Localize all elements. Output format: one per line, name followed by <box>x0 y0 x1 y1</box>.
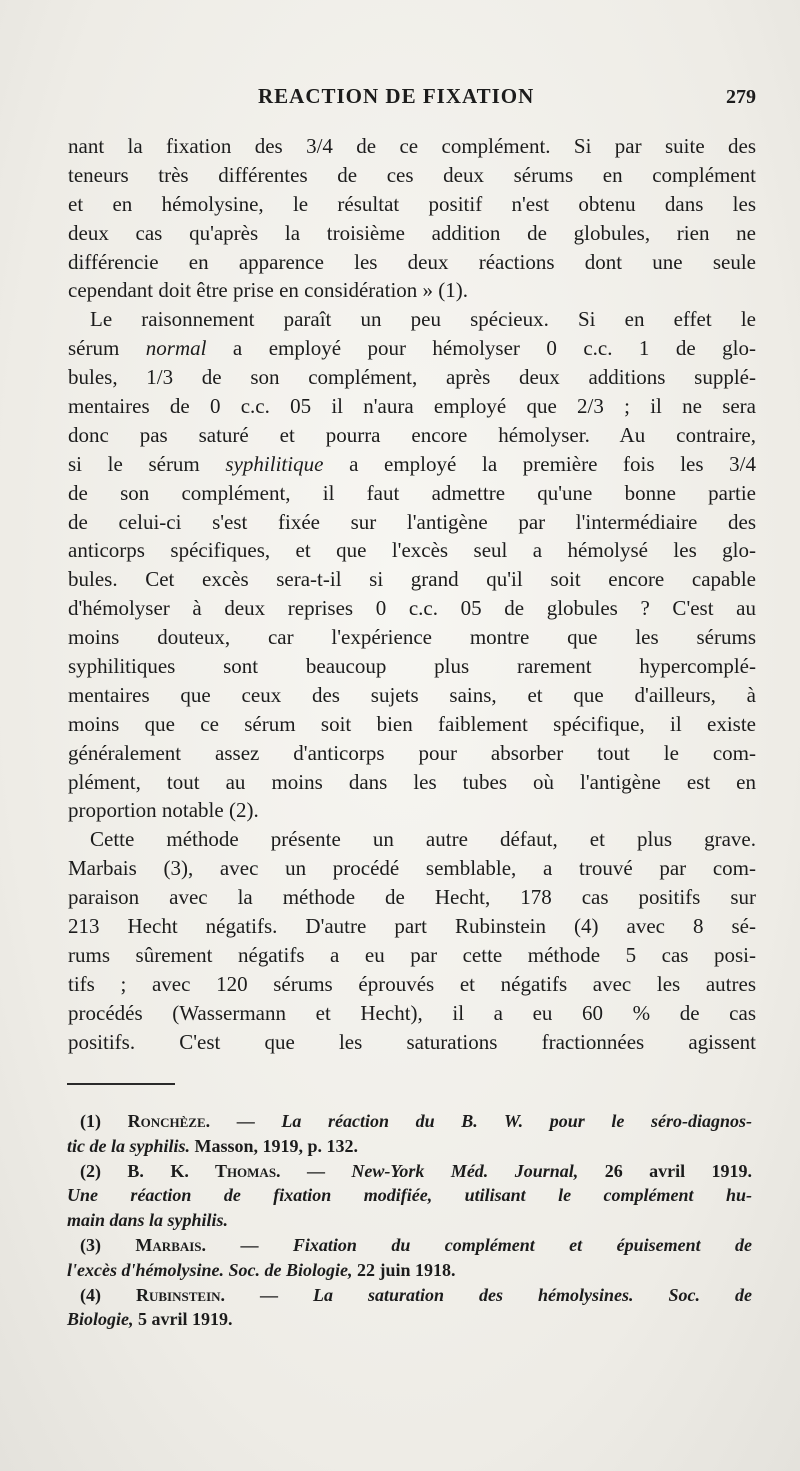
text-line: bules. Cet excès sera-t-il si grand qu'il soit encore capable <box>68 567 756 592</box>
body-text <box>68 132 756 1057</box>
text-line: procédés (Wassermann et Hecht), il a eu 60 % de cas <box>68 1000 756 1025</box>
footnote-date: 5 avril 1919. <box>138 1309 233 1330</box>
footnote-dash: — <box>236 1111 255 1131</box>
text-line: rums sûrement négatifs a eu par cette méthode 5 cas posi- <box>68 942 756 967</box>
text-line: proportion notable (2). <box>68 798 259 823</box>
footnote-dash: — <box>306 1160 325 1181</box>
text-line: nant la fixation des 3/4 de ce complément. Si par suite des <box>68 134 756 158</box>
footnote-date: 22 juin 1918. <box>356 1259 456 1280</box>
text-line: d'hémolyser à deux reprises 0 c.c. 05 de globules ? C'est au <box>68 596 756 621</box>
footnote-title: l'excès d'hémolysine. Soc. de Biologie, <box>67 1259 353 1280</box>
footnote-2-cont <box>67 1183 752 1208</box>
footnote-title: La saturation des hémolysines. Soc. de <box>313 1284 753 1305</box>
footnote-dash: — <box>260 1284 279 1305</box>
running-title: REACTION DE FIXATION <box>258 84 535 108</box>
text-line: bules, 1/3 de son complément, après deux additions supplé- <box>68 365 756 390</box>
footnote-number: (4) <box>80 1284 101 1305</box>
footnote-2-cont <box>67 1208 752 1233</box>
text-line: Marbais (3), avec un procédé semblable, a trouvé par com- <box>68 856 756 881</box>
footnote-1 <box>80 1109 752 1134</box>
text-line: donc pas saturé et pourra encore hémolyser. Au contraire, <box>68 422 756 447</box>
footnote-3-cont <box>67 1258 752 1283</box>
text-line: teneurs très différentes de ces deux sérums en complément <box>68 162 756 187</box>
footnote-author: Marbais. <box>135 1234 207 1255</box>
footnote-title: La réaction du B. W. pour le séro-diagnos- <box>281 1111 753 1131</box>
text-line: plément, tout au moins dans les tubes où l'antigène est en <box>68 769 756 794</box>
paragraph-start: Le raisonnement paraît un peu spécieux. Si en effet le <box>90 307 756 332</box>
footnote-title: tic de la syphilis. <box>67 1135 190 1156</box>
footnote-dash: — <box>240 1234 259 1255</box>
text-fragment: a employé la première fois les 3/4 <box>323 451 756 476</box>
footnote-publisher: Masson, 1919, p. 132. <box>194 1135 359 1156</box>
footnote-number: (1) <box>80 1111 101 1131</box>
page-number: 279 <box>726 86 756 108</box>
text-line: de celui-ci s'est fixée sur l'antigène par l'intermédiaire des <box>68 509 756 534</box>
text-line: 213 Hecht négatifs. D'autre part Rubinstein (4) avec 8 sé- <box>68 914 756 939</box>
emphasis-syphilitique: syphilitique <box>225 451 324 476</box>
footnote-4 <box>80 1283 752 1308</box>
text-line: généralement assez d'anticorps pour absorber tout le com- <box>68 740 756 765</box>
footnote-4-cont <box>67 1307 752 1332</box>
text-fragment: si le sérum <box>68 451 226 476</box>
footnote-title: Fixation du complément et épuisement de <box>292 1234 752 1255</box>
text-line: deux cas qu'après la troisième addition de globules, rien ne <box>68 220 756 245</box>
footnote-author: Rubinstein. <box>136 1284 226 1305</box>
text-line: syphilitiques sont beaucoup plus rarement hypercomplé- <box>68 654 756 679</box>
text-fragment: a employé pour hémolyser 0 c.c. 1 de glo- <box>206 336 756 361</box>
footnotes <box>67 1109 753 1332</box>
text-line: mentaires de 0 c.c. 05 il n'aura employé que 2/3 ; il ne sera <box>68 394 756 419</box>
text-line: anticorps spécifiques, et que l'excès seul a hémolysé les glo- <box>68 538 756 563</box>
text-line: différencie en apparence les deux réactions dont une seule <box>68 249 756 274</box>
paragraph-start: Cette méthode présente un autre défaut, et plus grave. <box>90 827 756 852</box>
text-line: mentaires que ceux des sujets sains, et que d'ailleurs, à <box>68 682 756 707</box>
text-line: cependant doit être prise en considération » (1). <box>68 278 469 303</box>
footnote-number: (2) <box>80 1160 101 1181</box>
footnote-author: B. K. Thomas. <box>127 1160 281 1181</box>
text-line <box>68 334 756 363</box>
footnote-2 <box>80 1159 752 1184</box>
footnote-author: Ronchèze. <box>127 1111 211 1131</box>
emphasis-normal: normal <box>145 336 207 361</box>
text-line: et en hémolysine, le résultat positif n'est obtenu dans les <box>68 191 756 216</box>
footnote-title: main dans la syphilis. <box>67 1210 229 1231</box>
text-line: moins douteux, car l'expérience montre que les sérums <box>68 625 756 650</box>
text-line: tifs ; avec 120 sérums éprouvés et négatifs avec les autres <box>68 971 756 996</box>
footnote-date: 26 avril 1919. <box>604 1160 753 1181</box>
text-line <box>68 450 756 479</box>
footnote-journal: New-York Méd. Journal, <box>351 1160 579 1181</box>
text-line: moins que ce sérum soit bien faiblement spécifique, il existe <box>68 711 756 736</box>
footnote-title: Biologie, <box>67 1309 134 1330</box>
text-line: positifs. C'est que les saturations fractionnées agissent <box>68 1029 756 1054</box>
footnote-number: (3) <box>80 1234 101 1255</box>
footnote-3 <box>80 1233 752 1258</box>
text-fragment: sérum <box>68 336 146 361</box>
text-line: paraison avec la méthode de Hecht, 178 cas positifs sur <box>68 885 756 910</box>
footnote-title: Une réaction de fixation modifiée, utilisant le complément hu- <box>67 1185 752 1206</box>
text-line: de son complément, il faut admettre qu'une bonne partie <box>68 480 756 505</box>
footnote-separator <box>67 1083 175 1085</box>
footnote-1-cont <box>67 1134 752 1159</box>
page-header <box>0 84 800 114</box>
